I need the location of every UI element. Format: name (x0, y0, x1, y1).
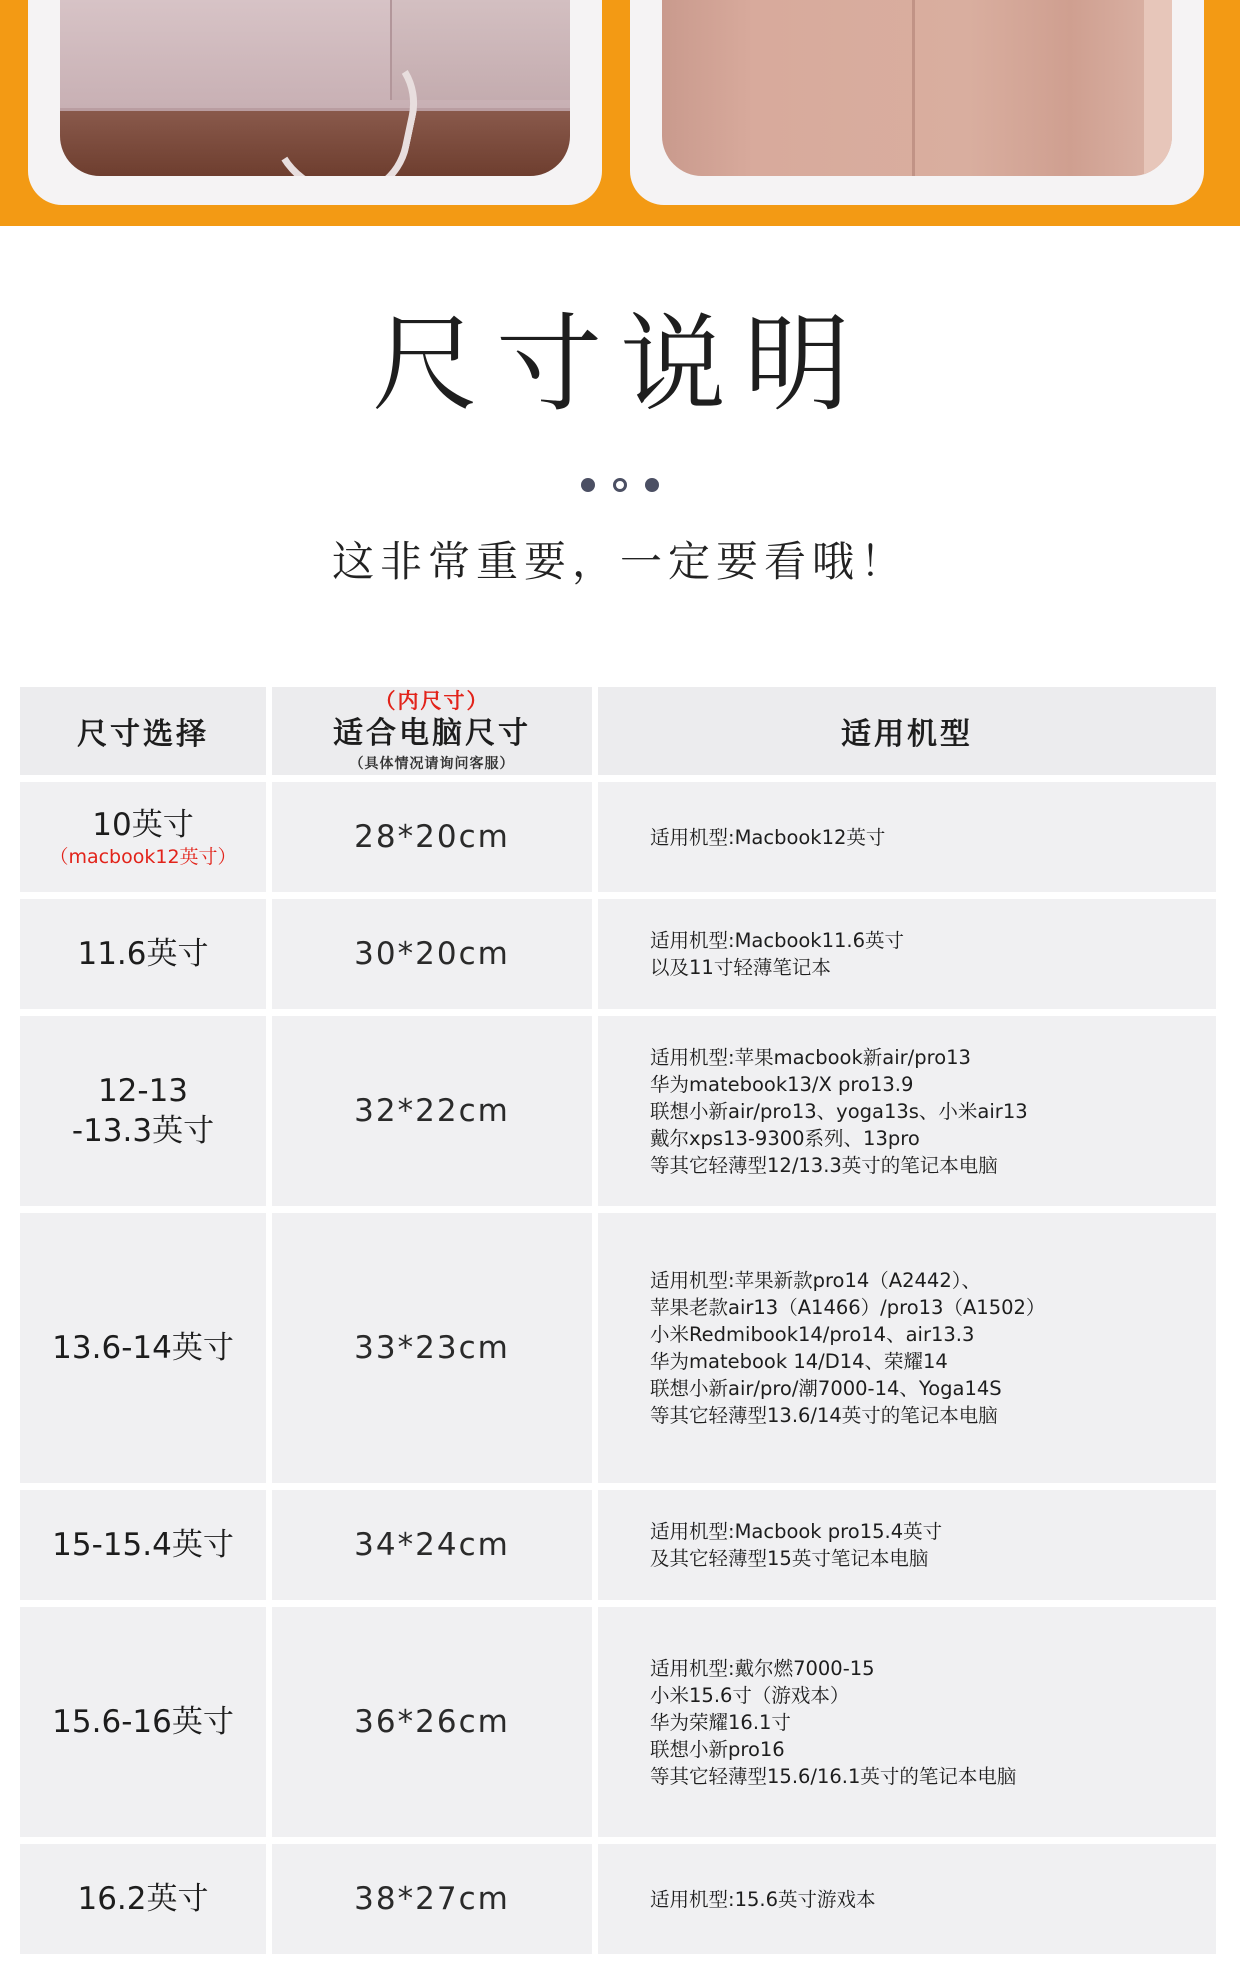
models-text: 适用机型:15.6英寸游戏本 (650, 1887, 876, 1911)
page-title: 尺寸说明 (372, 303, 868, 426)
page-subtitle: 这非常重要，一定要看哦！ (331, 537, 908, 586)
dimension-value: 28*20cm (354, 819, 510, 855)
cell-dimension (272, 1844, 592, 1954)
header-fit-note-red: （内尺寸） (374, 689, 490, 713)
cell-size (20, 899, 266, 1009)
dot-icon (645, 478, 659, 492)
cell-models (598, 899, 1216, 1009)
table-header-row (20, 687, 1216, 775)
dot-icon (581, 478, 595, 492)
cell-size (20, 1844, 266, 1954)
models-text: 适用机型:Macbook pro15.4英寸 及其它轻薄型15英寸笔记本电脑 (650, 1520, 943, 1570)
cell-dimension (272, 899, 592, 1009)
cell-size (20, 1213, 266, 1483)
cell-size (20, 1016, 266, 1206)
cell-models (598, 1213, 1216, 1483)
cell-size (20, 782, 266, 892)
dimension-value: 32*22cm (354, 1093, 510, 1129)
size-label: 11.6英寸 (77, 936, 209, 972)
size-label: 10英寸 (92, 807, 194, 843)
product-photo-suede-closeup (662, 0, 1172, 176)
product-photo-pink-sleeve (60, 0, 570, 176)
dot-icon (613, 478, 627, 492)
models-text: 适用机型:苹果macbook新air/pro13 华为matebook13/X pro13.9 联想小新air/pro13、yoga13s、小米air13 戴尔xps13-9300系列、13pro 等其它轻薄型12/13.3英寸的笔记本电脑 (650, 1045, 1028, 1177)
header-fit-note-small: （具体情况请询问客服） (349, 756, 515, 772)
size-label: 15-15.4英寸 (52, 1527, 234, 1563)
cell-dimension (272, 1490, 592, 1600)
header-fit-title: 适合电脑尺寸 (333, 716, 531, 751)
size-note: （macbook12英寸） (49, 846, 237, 868)
cell-dimension (272, 782, 592, 892)
header-models (598, 687, 1216, 775)
size-label: 13.6-14英寸 (52, 1330, 234, 1366)
header-fit-size (272, 687, 592, 775)
header-models-label: 适用机型 (841, 717, 973, 752)
dimension-value: 34*24cm (354, 1527, 510, 1563)
cell-models (598, 1490, 1216, 1600)
size-label: 12-13 -13.3英寸 (71, 1073, 215, 1149)
cell-size (20, 1607, 266, 1837)
cell-models (598, 1607, 1216, 1837)
table-row (20, 1213, 1216, 1483)
size-table (20, 687, 1216, 1961)
decorative-dots (0, 478, 1240, 492)
table-row (20, 1844, 1216, 1954)
header-size-select-label: 尺寸选择 (77, 717, 209, 752)
cell-dimension (272, 1016, 592, 1206)
models-text: 适用机型:戴尔燃7000-15 小米15.6寸（游戏本） 华为荣耀16.1寸 联想小新pro16 等其它轻薄型15.6/16.1英寸的笔记本电脑 (650, 1656, 1017, 1788)
size-label: 15.6-16英寸 (52, 1704, 234, 1740)
dimension-value: 33*23cm (354, 1330, 510, 1366)
top-photo-band (0, 0, 1240, 226)
size-label: 16.2英寸 (77, 1881, 209, 1917)
cell-models (598, 782, 1216, 892)
dimension-value: 36*26cm (354, 1704, 510, 1740)
table-row (20, 1490, 1216, 1600)
cell-models (598, 1016, 1216, 1206)
cell-models (598, 1844, 1216, 1954)
header-size-select (20, 687, 266, 775)
models-text: 适用机型:Macbook12英寸 (650, 825, 886, 849)
models-text: 适用机型:苹果新款pro14（A2442）、 苹果老款air13（A1466）/pro13（A1502） 小米Redmibook14/pro14、air13.3 华为matebook 14/D14、荣耀14 联想小新air/pro/潮7000-14、Yoga14S 等其它轻薄型13.6/14英寸的笔记本电脑 (650, 1269, 1046, 1427)
cell-size (20, 1490, 266, 1600)
dimension-value: 38*27cm (354, 1881, 510, 1917)
table-row (20, 899, 1216, 1009)
product-photo-card-right (630, 0, 1204, 205)
table-row (20, 1016, 1216, 1206)
table-row (20, 782, 1216, 892)
models-text: 适用机型:Macbook11.6英寸 以及11寸轻薄笔记本 (650, 929, 905, 979)
cell-dimension (272, 1213, 592, 1483)
dimension-value: 30*20cm (354, 936, 510, 972)
product-photo-card-left (28, 0, 602, 205)
cell-dimension (272, 1607, 592, 1837)
table-row (20, 1607, 1216, 1837)
